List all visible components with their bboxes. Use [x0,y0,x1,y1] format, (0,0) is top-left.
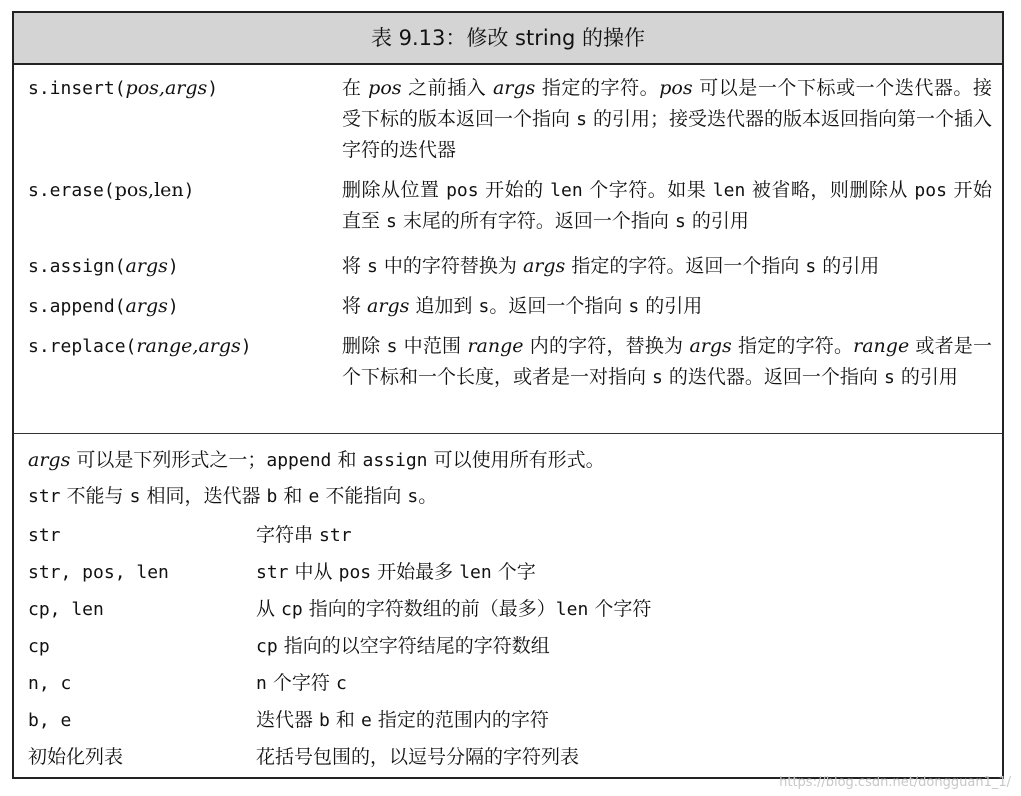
text-segment: 花括号包围的，以逗号分隔的字符列表 [256,746,580,768]
form-key [28,554,169,591]
form-row [14,554,1002,591]
code-text: ) [183,180,195,201]
italic-text: args [125,255,168,277]
code-text: ) [207,78,219,99]
italic-text: pos [368,77,402,99]
code-text: len [555,599,589,620]
code-text: s.insert( [28,78,126,99]
code-text: n [256,673,267,694]
code-text: ) [167,256,179,277]
code-text: pos [338,562,372,583]
code-text: cp [28,636,50,657]
text-segment: 个字符 [266,672,336,694]
operation-name [28,331,252,362]
text-segment: 将 [342,255,368,277]
code-text: s [883,367,895,388]
code-text: s [407,486,419,507]
code-text: b, e [28,710,72,731]
text-segment: 末尾的所有字符。返回一个指向 [396,210,675,232]
text-segment: 将 [342,295,368,317]
text-segment: 不能指向 [319,485,408,507]
text-segment: 相同，迭代器 [140,485,267,507]
italic-text: args [492,77,536,99]
text-segment: 指向的以空字符结尾的字符数组 [277,635,550,657]
text-segment: 个字符 [588,598,652,620]
text-segment: 或者是一个下标和一个长度，或者是一对指向 [342,335,992,388]
italic-text: args [367,295,410,317]
form-row [14,628,1002,665]
code-text: s [576,109,587,130]
watermark-url: https://blog.csdn.net/dongguan1_1/ [779,775,1011,790]
text-segment: 中范围 [397,335,468,357]
text-segment: 的引用 [639,295,703,317]
form-description [256,591,651,628]
text-segment: 指定的字符。 [731,335,854,357]
text-segment: 从 [256,598,282,620]
code-text: pos [446,180,479,201]
text-segment: 删除 [342,335,387,357]
text-segment: 的引用；接受迭代器的版本返回指向第一个插入字符的迭代器 [342,108,993,161]
form-key [28,517,61,554]
code-text: str, pos, len [28,562,169,583]
text-segment: 的迭代器。返回一个指向 [662,366,884,388]
text-segment: 内的字符，替换为 [523,335,690,357]
text-segment: pos,len [114,179,184,201]
text-segment: 和 [329,709,361,731]
code-text: s.assign( [28,256,126,277]
code-text: s [805,256,817,277]
text-segment: 指定的范围内的字符 [371,709,549,731]
code-text: s [386,211,397,232]
operation-name [28,291,179,322]
code-text: e [360,710,372,731]
operation-name [28,175,195,206]
code-text: s [674,211,686,232]
operation-description [342,331,992,393]
italic-text: args [28,449,71,471]
text-segment: 指定的字符。 [535,77,660,99]
text-segment: 开始的 [478,179,551,201]
text-segment: 和 [277,485,309,507]
operation-name [28,73,218,104]
note-restrictions [28,481,437,512]
code-text: s [478,296,490,317]
string-operations-table [12,11,1004,779]
code-text: s [386,336,398,357]
code-text: n, c [28,673,72,694]
italic-text: range [467,335,524,357]
form-description [256,554,536,591]
code-text: str [319,525,352,546]
text-segment: 被省略，则删除从 [745,179,915,201]
form-description [256,665,347,702]
code-text: c [335,673,347,694]
form-key [28,591,104,628]
text-segment: 指定的字符。返回一个指向 [565,255,806,277]
code-text: s [628,296,640,317]
text-segment: 的引用 [816,255,880,277]
italic-text: pos,args [125,77,208,99]
text-segment: 追加到 [409,295,479,317]
code-text: ) [240,336,252,357]
form-description [256,628,550,665]
code-text: cp [281,599,303,620]
text-segment: 之前插入 [401,77,493,99]
section-divider [14,433,1002,434]
table-title: 表 9.13：修改 string 的操作 [14,13,1002,65]
code-text: s [129,486,141,507]
code-text: s.replace( [28,336,137,357]
code-text: b [266,486,278,507]
code-text: s.append( [28,296,126,317]
code-text: b [319,710,330,731]
code-text: len [712,180,746,201]
text-segment: 开始最多 [371,561,460,583]
italic-text: args [125,295,168,317]
form-row [14,665,1002,702]
text-segment: 可以是下列形式之一； [70,449,267,471]
code-text: s.erase( [28,180,115,201]
text-segment: 个字符。如果 [582,179,713,201]
form-description [256,517,352,554]
form-row [14,517,1002,554]
italic-text: args [689,335,732,357]
italic-text: range [853,335,910,357]
italic-text: range,args [136,335,241,357]
italic-text: pos [659,77,693,99]
text-segment: 指向的字符数组的前（最多） [302,598,556,620]
text-segment: 的引用 [894,366,958,388]
code-text: str [28,486,61,507]
text-segment: 字符串 [256,524,320,546]
code-text: append [266,450,332,471]
operation-name [28,251,179,282]
code-text: s [367,256,378,277]
text-segment: 删除从位置 [342,179,447,201]
code-text: cp, len [28,599,104,620]
text-segment: 和 [331,449,363,471]
text-segment: 。 [418,485,438,507]
note-args-forms [28,445,605,476]
italic-text: args [522,255,566,277]
code-text: str [28,525,61,546]
code-text: s [652,367,663,388]
form-description [256,702,549,739]
operation-description [342,175,992,237]
form-key [28,702,71,739]
code-text: str [256,562,289,583]
operation-description [342,251,992,282]
text-segment: 。返回一个指向 [489,295,629,317]
operation-description [342,291,992,322]
operation-description [342,73,992,166]
form-key [28,665,71,702]
text-segment: 开始直至 [342,179,992,232]
code-text: ) [167,296,179,317]
form-row [14,739,1002,776]
text-segment: 初始化列表 [28,746,124,768]
text-segment: 中的字符替换为 [377,255,523,277]
code-text: len [459,562,492,583]
code-text: e [308,486,320,507]
form-description [256,739,579,776]
text-segment: 在 [342,77,369,99]
code-text: assign [362,450,428,471]
text-segment: 个字 [491,561,536,583]
code-text: pos [914,180,947,201]
text-segment: 不能与 [60,485,130,507]
text-segment: 的引用 [685,210,749,232]
form-row [14,702,1002,739]
text-segment: 中从 [288,561,339,583]
text-segment: 迭代器 [256,709,320,731]
code-text: cp [256,636,278,657]
text-segment: 可以是一个下标或一个迭代器。接受下标的版本返回一个指向 [342,77,992,130]
form-key [28,628,50,665]
text-segment: 可以使用所有形式。 [427,449,605,471]
form-row [14,591,1002,628]
code-text: len [550,180,583,201]
form-key [28,739,123,776]
